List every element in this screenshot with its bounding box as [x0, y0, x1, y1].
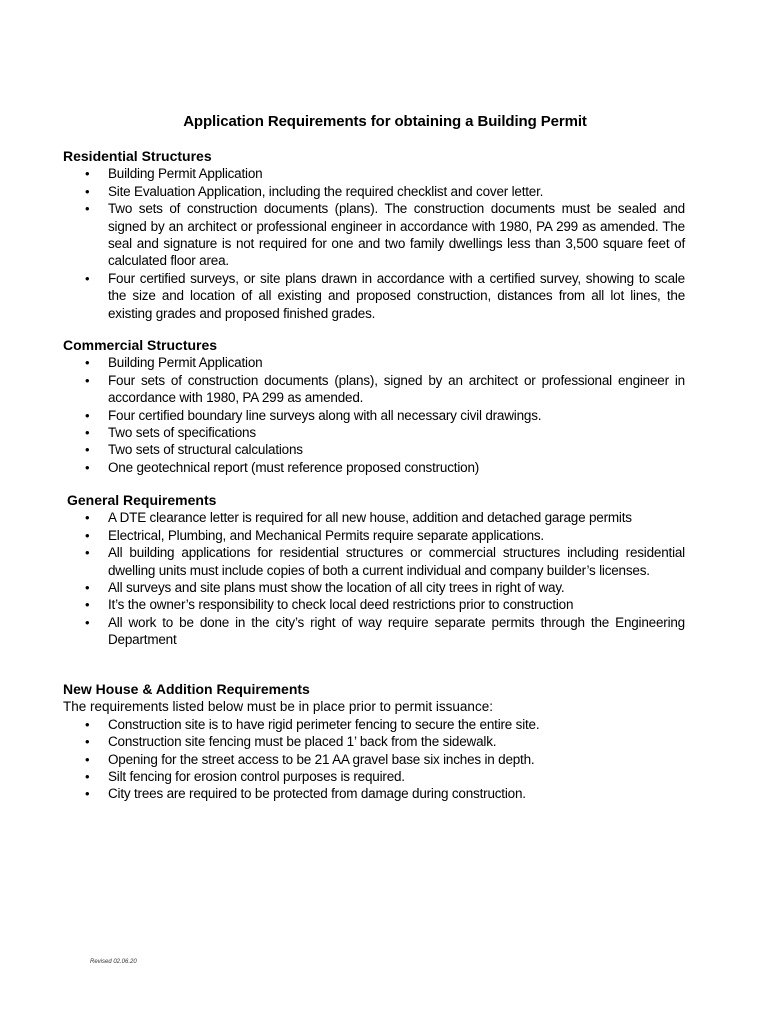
residential-heading: Residential Structures [63, 148, 212, 164]
list-item: • Four certified boundary line surveys along with all necessary civil drawings. [85, 407, 542, 423]
list-item: • Four certified surveys, or site plans drawn in accordance with a certified survey, showing to scale the size and location of all existing and proposed construction, distances from all lot lines, the existing grades and proposed finished grades. [85, 270, 685, 321]
residential-list [63, 165, 685, 322]
new-house-list [63, 716, 685, 803]
commercial-heading: Commercial Structures [63, 337, 218, 353]
bullet-icon: • [85, 769, 90, 785]
residential-section [63, 148, 685, 322]
page-title: Application Requirements for obtaining a Building Permit [183, 113, 587, 130]
bullet-icon: • [85, 597, 90, 613]
general-section [67, 492, 685, 649]
bullet-icon: • [85, 355, 90, 371]
list-item: • Opening for the street access to be 21 AA gravel base six inches in depth. [85, 751, 535, 767]
revision-note: Revised 02.06.20 [90, 959, 137, 965]
general-list [63, 509, 685, 648]
list-item: • One geotechnical report (must reference proposed construction) [85, 459, 480, 475]
bullet-icon: • [85, 459, 90, 475]
bullet-icon: • [85, 270, 90, 286]
new-house-intro: The requirements listed below must be in place prior to permit issuance: [63, 699, 493, 715]
new-house-section [63, 681, 685, 803]
list-item: • Four sets of construction documents (plans), signed by an architect or professional engineer in accordance with 1980, PA 299 as amended. [85, 372, 685, 406]
bullet-icon: • [85, 407, 90, 423]
list-item: • Two sets of specifications [85, 425, 256, 441]
bullet-icon: • [85, 527, 90, 543]
bullet-icon: • [85, 372, 90, 388]
bullet-icon: • [85, 716, 90, 732]
list-item: • Two sets of construction documents (plans). The construction documents must be sealed and signed by an architect or professional engineer in accordance with 1980, PA 299 as amended. The seal and signature is not required for one and two family dwellings less than 3,500 square feet of calculated floor area. [85, 201, 685, 269]
new-house-heading: New House & Addition Requirements [63, 681, 310, 697]
list-item: • City trees are required to be protected from damage during construction. [85, 786, 526, 802]
list-item: • Building Permit Application [85, 166, 263, 182]
list-item: • It’s the owner’s responsibility to check local deed restrictions prior to construction [85, 597, 574, 613]
list-item: • Construction site is to have rigid perimeter fencing to secure the entire site. [85, 716, 540, 732]
list-item: • Silt fencing for erosion control purposes is required. [85, 769, 405, 785]
list-item: • All building applications for residential structures or commercial structures including residential dwelling units must include copies of both a current individual and company builder’s licenses. [85, 545, 685, 578]
bullet-icon: • [85, 425, 90, 441]
list-item: • All work to be done in the city’s right of way require separate permits through the Engineering Department [85, 614, 685, 648]
list-item: • Construction site fencing must be placed 1’ back from the sidewalk. [85, 734, 497, 750]
bullet-icon: • [85, 510, 90, 526]
bullet-icon: • [85, 580, 90, 596]
bullet-icon: • [85, 442, 90, 458]
list-item: • Building Permit Application [85, 355, 263, 371]
commercial-list [63, 354, 685, 476]
bullet-icon: • [85, 751, 90, 767]
bullet-icon: • [85, 614, 90, 630]
list-item: • Site Evaluation Application, including the required checklist and cover letter. [85, 183, 544, 199]
bullet-icon: • [85, 786, 90, 802]
bullet-icon: • [85, 201, 90, 217]
list-item: • All surveys and site plans must show the location of all city trees in right of way. [85, 580, 565, 596]
list-item: • A DTE clearance letter is required for all new house, addition and detached garage permits [85, 510, 632, 526]
bullet-icon: • [85, 734, 90, 750]
list-item: • Electrical, Plumbing, and Mechanical Permits require separate applications. [85, 527, 544, 543]
bullet-icon: • [85, 166, 90, 182]
bullet-icon: • [85, 545, 90, 561]
commercial-section [63, 337, 685, 476]
list-item: • Two sets of structural calculations [85, 442, 303, 458]
bullet-icon: • [85, 183, 90, 199]
general-heading: General Requirements [67, 492, 217, 508]
